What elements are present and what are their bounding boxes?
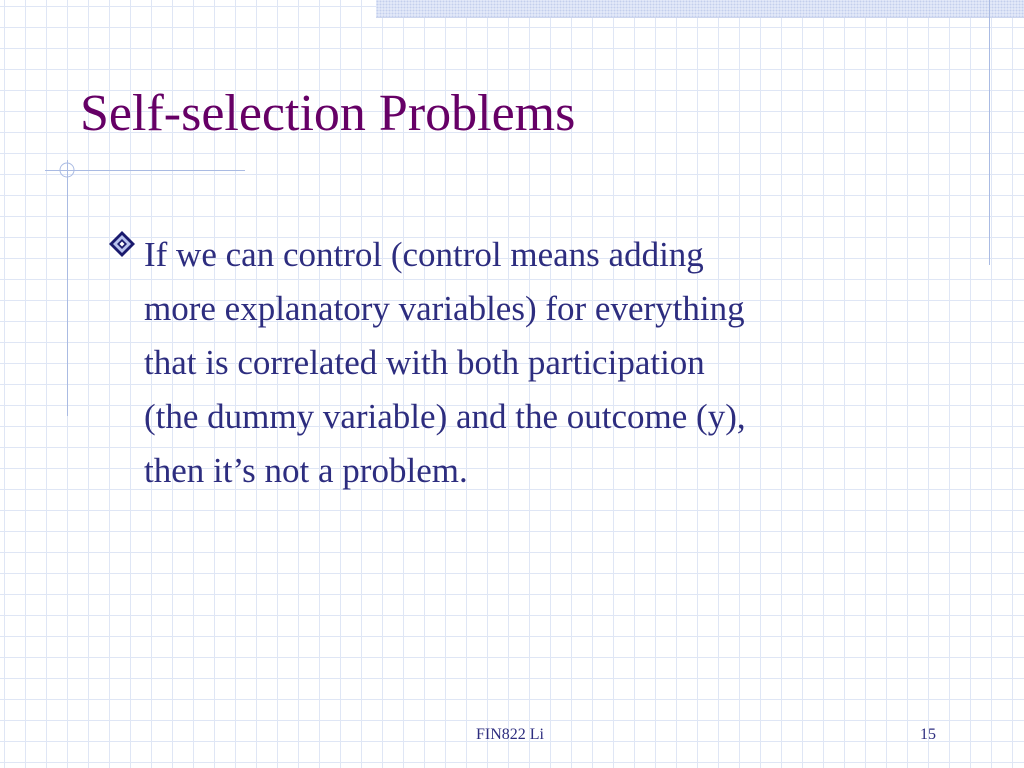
- page-number: 15: [920, 726, 936, 743]
- decorative-left-line: [67, 160, 68, 416]
- footer-course-label: FIN822 Li: [476, 726, 544, 743]
- crosshair-icon: [57, 160, 77, 180]
- slide-title: Self-selection Problems: [80, 85, 576, 142]
- bullet-text: If we can control (control means adding more explanatory variables) for everything that is correlated with both participation (the dummy variable) and the outcome (y), then it’s not a problem.: [144, 235, 746, 490]
- decorative-top-bar: [376, 0, 1024, 18]
- decorative-right-line: [989, 0, 990, 265]
- diamond-bullet-icon: [108, 230, 136, 258]
- bullet-item: [108, 228, 958, 498]
